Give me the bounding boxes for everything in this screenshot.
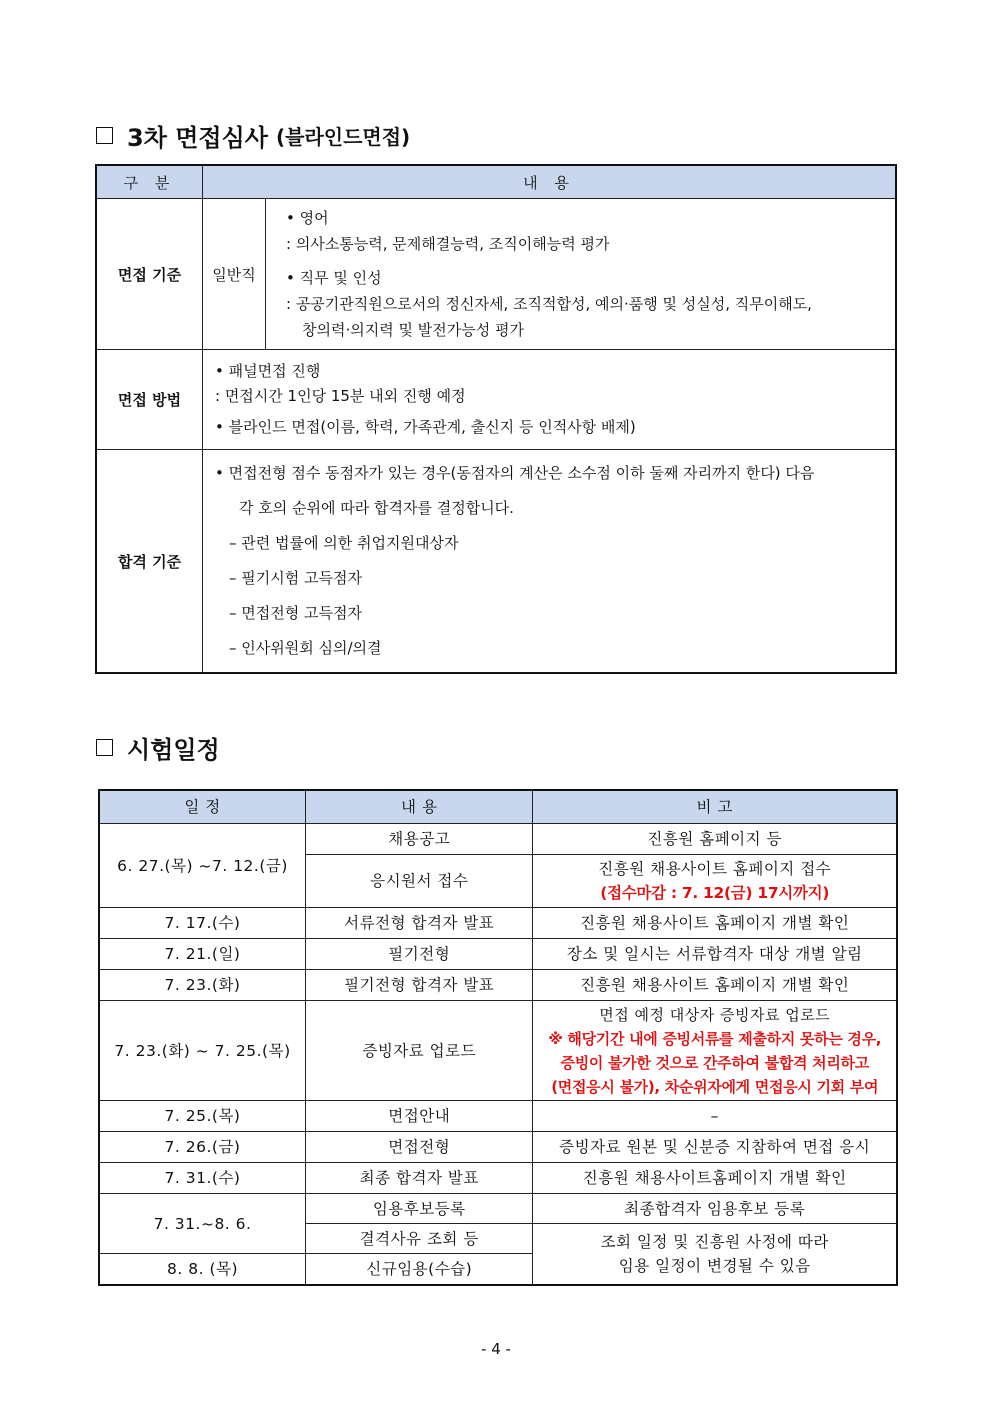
header-date: 일 정	[99, 790, 306, 824]
pass-line: – 필기시험 고득점자	[229, 569, 362, 587]
method-content	[203, 350, 897, 450]
content-cell: 면접안내	[306, 1101, 533, 1132]
note-line: 조회 일정 및 진흥원 사정에 따라	[600, 1232, 829, 1251]
method-line: : 면접시간 1인당 15분 내외 진행 예정	[215, 387, 466, 405]
method-line: • 패널면접 진행	[215, 362, 321, 380]
date-cell: 7. 23.(화) ~ 7. 25.(목)	[99, 1001, 306, 1101]
warning-note: (면접응시 불가), 차순위자에게 면접응시 기회 부여	[551, 1077, 879, 1096]
pass-line: – 관련 법률에 의한 취업지원대상자	[229, 534, 459, 552]
pass-content	[203, 450, 897, 674]
header-category: 구 분	[96, 165, 203, 199]
note-cell	[533, 1001, 897, 1101]
table-row	[99, 1163, 897, 1194]
criteria-line: : 공공기관직원으로서의 정신자세, 조직적합성, 예의·품행 및 성실성, 직무이해도,	[286, 295, 812, 313]
page-number: - 4 -	[481, 1340, 511, 1358]
content-cell: 최종 합격자 발표	[306, 1163, 533, 1194]
note-cell	[533, 1224, 897, 1285]
content-cell: 응시원서 접수	[306, 855, 533, 908]
date-cell: 7. 31.(수)	[99, 1163, 306, 1194]
method-line: • 블라인드 면접(이름, 학력, 가족관계, 출신지 등 인적사항 배제)	[215, 418, 636, 436]
section-title: 3차 면접심사	[127, 124, 268, 152]
pass-line: • 면접전형 점수 동점자가 있는 경우(동점자의 계산은 소수점 이하 둘째 자리까지 한다) 다음	[215, 464, 815, 482]
date-cell: 7. 17.(수)	[99, 908, 306, 939]
section-title: 시험일정	[127, 736, 220, 764]
note-cell: 진흥원 채용사이트 홈페이지 개별 확인	[533, 970, 897, 1001]
header-note: 비 고	[533, 790, 897, 824]
warning-note: ※ 해당기간 내에 증빙서류를 제출하지 못하는 경우,	[548, 1029, 882, 1048]
criteria-line: • 직무 및 인성	[286, 269, 382, 287]
note-cell: 진흥원 채용사이트홈페이지 개별 확인	[533, 1163, 897, 1194]
table-row	[99, 1001, 897, 1101]
note-cell: 진흥원 채용사이트 홈페이지 개별 확인	[533, 908, 897, 939]
table-row	[99, 824, 897, 855]
date-cell: 7. 21.(일)	[99, 939, 306, 970]
date-cell: 6. 27.(목) ~7. 12.(금)	[99, 824, 306, 908]
content-cell: 필기전형	[306, 939, 533, 970]
header-content: 내 용	[306, 790, 533, 824]
criteria-line: 창의력·의지력 및 발전가능성 평가	[302, 321, 524, 339]
schedule-table	[98, 789, 898, 1286]
date-cell: 7. 23.(화)	[99, 970, 306, 1001]
table-row	[99, 970, 897, 1001]
note-line: 면접 예정 대상자 증빙자료 업로드	[599, 1005, 831, 1024]
method-label: 면접 방법	[96, 350, 203, 450]
section-heading-interview	[96, 118, 410, 153]
content-cell: 면접전형	[306, 1132, 533, 1163]
table-row	[99, 1101, 897, 1132]
date-cell: 7. 31.~8. 6.	[99, 1194, 306, 1254]
criteria-content	[266, 199, 897, 350]
note-cell: 진흥원 홈페이지 등	[533, 824, 897, 855]
date-cell: 8. 8. (목)	[99, 1254, 306, 1285]
pass-line: – 면접전형 고득점자	[229, 604, 362, 622]
note-cell: 장소 및 일시는 서류합격자 대상 개별 알림	[533, 939, 897, 970]
content-cell: 채용공고	[306, 824, 533, 855]
criteria-label: 면접 기준	[96, 199, 203, 350]
header-content: 내 용	[203, 165, 897, 199]
note-cell: –	[533, 1101, 897, 1132]
checkbox-square-icon	[96, 739, 113, 756]
content-cell: 서류전형 합격자 발표	[306, 908, 533, 939]
table-row	[99, 1132, 897, 1163]
date-cell: 7. 25.(목)	[99, 1101, 306, 1132]
criteria-sub-label: 일반직	[203, 199, 266, 350]
section-subtitle: (블라인드면접)	[275, 125, 411, 149]
note-cell: 증빙자료 원본 및 신분증 지참하여 면접 응시	[533, 1132, 897, 1163]
date-cell: 7. 26.(금)	[99, 1132, 306, 1163]
content-cell: 결격사유 조회 등	[306, 1224, 533, 1254]
section-heading-schedule	[96, 730, 220, 765]
note-cell: 최종합격자 임용후보 등록	[533, 1194, 897, 1224]
criteria-line: • 영어	[286, 209, 329, 227]
content-cell: 필기전형 합격자 발표	[306, 970, 533, 1001]
criteria-line: : 의사소통능력, 문제해결능력, 조직이해능력 평가	[286, 235, 610, 253]
note-line: 임용 일정이 변경될 수 있음	[618, 1256, 811, 1275]
content-cell: 증빙자료 업로드	[306, 1001, 533, 1101]
warning-note: 증빙이 불가한 것으로 간주하여 불합격 처리하고	[560, 1053, 869, 1072]
pass-line: – 인사위원회 심의/의결	[229, 639, 382, 657]
pass-line: 각 호의 순위에 따라 합격자를 결정합니다.	[239, 499, 514, 517]
note-cell	[533, 855, 897, 908]
content-cell: 임용후보등록	[306, 1194, 533, 1224]
table-row	[99, 1194, 897, 1224]
content-cell: 신규임용(수습)	[306, 1254, 533, 1285]
note-line: 진흥원 채용사이트 홈페이지 접수	[598, 860, 832, 878]
table-row	[99, 939, 897, 970]
table-row	[99, 908, 897, 939]
pass-label: 합격 기준	[96, 450, 203, 674]
deadline-note: (접수마감 : 7. 12(금) 17시까지)	[600, 884, 830, 902]
interview-table	[95, 164, 897, 674]
checkbox-square-icon	[96, 127, 113, 144]
